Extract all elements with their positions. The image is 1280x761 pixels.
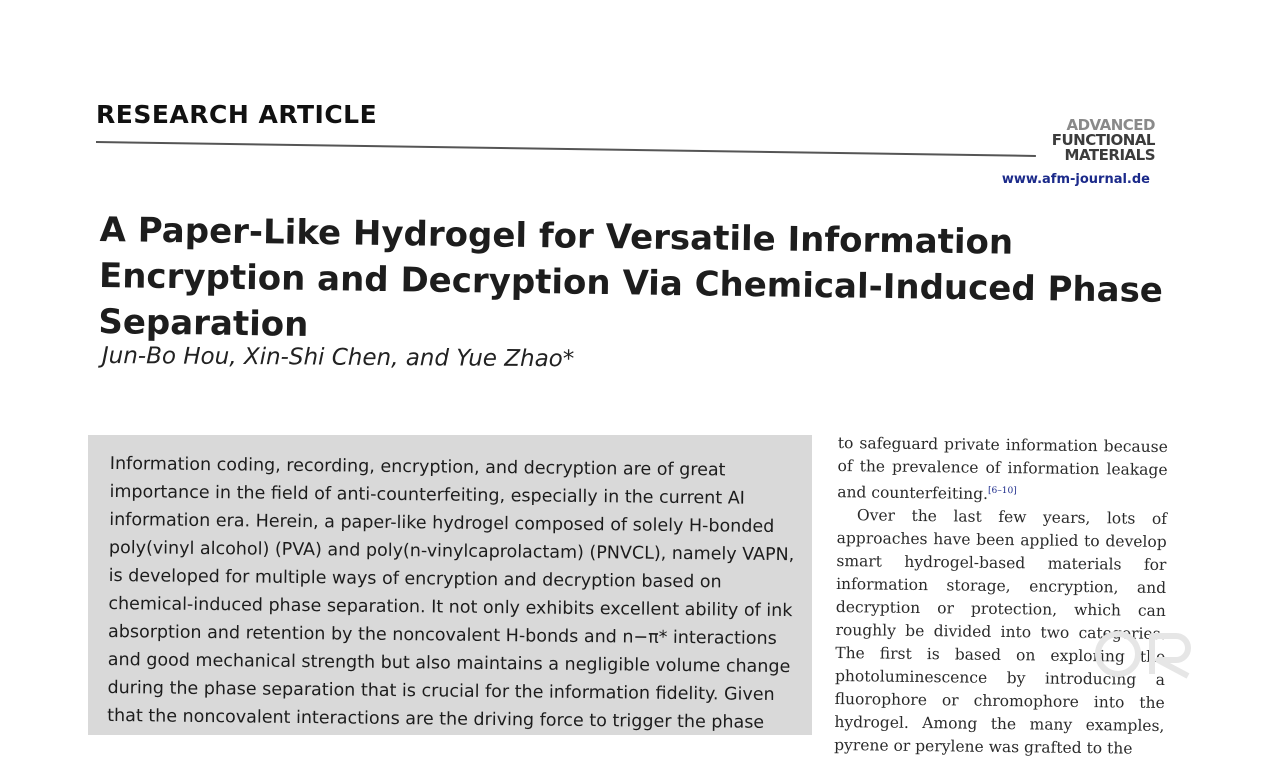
body-column xyxy=(834,432,1168,761)
section-label: RESEARCH ARTICLE xyxy=(96,100,378,129)
channel-watermark-icon xyxy=(1092,628,1210,680)
logo-line-2: FUNCTIONAL xyxy=(1051,131,1155,149)
body-paragraph-text: to safeguard private information because of the prevalence of information leakage and counterfeiting. xyxy=(837,433,1168,503)
journal-logo xyxy=(1030,118,1155,163)
logo-line-1: ADVANCED xyxy=(1066,116,1155,134)
citation-link[interactable]: [6–10] xyxy=(987,485,1017,497)
body-paragraph-text: Over the last few years, lots of approaches have been applied to develop smart hydrogel-based materials for information storage, encryption, and decryption or protection, which can roughly be divided into two categories. The first is based on exploring the photoluminescence by introducing a fluorophore or chromophore into the hydrogel. Among the many examples, pyrene or perylene was grafted to the xyxy=(834,506,1168,758)
abstract-text: Information coding, recording, encryption, and decryption are of great importance in the field of anti-counterfeiting, especially in the current AI information era. Herein, a paper-like hydrogel composed of solely H-bonded poly(vinyl alcohol) (PVA) and poly(n-vinylcaprolactam) (PNVCL), namely VAPN, is developed for multiple ways of encryption and decryption based on chemical-induced phase separation. It not only exhibits excellent ability of ink absorption and retention by the noncovalent H-bonds and n−π* interactions and good mechanical strength but also maintains a negligible volume change during the phase separation that is crucial for the information fidelity. Given that the noncovalent interactions are the driving force to trigger the phase xyxy=(107,453,795,733)
article-title: A Paper-Like Hydrogel for Versatile Information Encryption and Decryption Via Chemical-Induced Phase Separation xyxy=(98,209,1164,345)
journal-url[interactable]: www.afm-journal.de xyxy=(1001,172,1150,187)
author-list: Jun-Bo Hou, Xin-Shi Chen, and Yue Zhao* xyxy=(101,343,575,373)
header-divider xyxy=(96,141,1036,157)
body-paragraph xyxy=(837,432,1168,508)
logo-line-3: MATERIALS xyxy=(1064,146,1155,164)
